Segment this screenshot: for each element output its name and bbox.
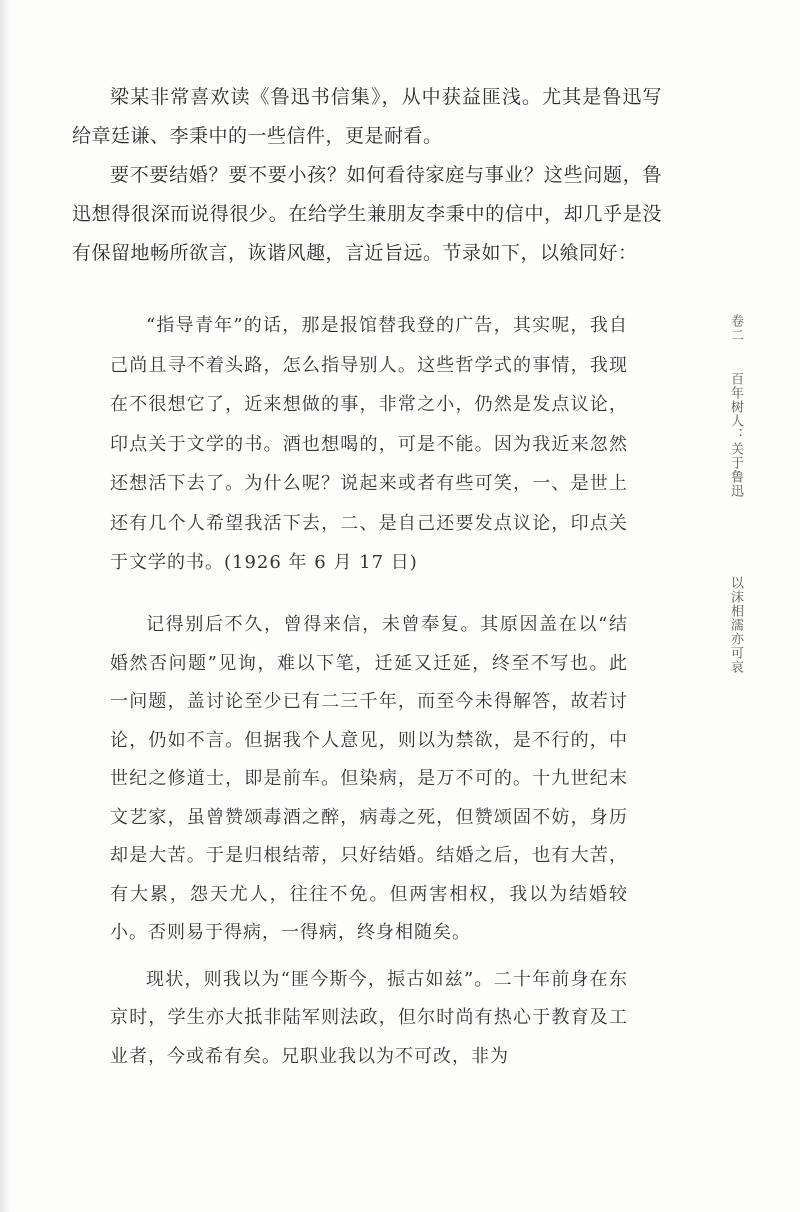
page-edge-shadow <box>0 0 10 1212</box>
quoted-letter-marriage <box>110 606 628 1076</box>
intro-paragraph-2: 要不要结婚？要不要小孩？如何看待家庭与事业？这些问题，鲁迅想得很深而说得很少。在给学生兼朋友李秉中的信中，却几乎是没有保留地畅所欲言，诙谐风趣，言近旨远。节录如下，以飨同好： <box>72 164 662 264</box>
quoted-letter-1926 <box>110 306 628 583</box>
quote-paragraph: “指导青年”的话，那是报馆替我登的广告，其实呢，我自己尚且寻不着头路，怎么指导别人。这些哲学式的事情，我现在不很想它了，近来想做的事，非常之小，仍然是发点议论，印点关于文学的书。酒也想喝的，可是不能。因为我近来忽然还想活下去了。为什么呢？说起来或者有些可笑，一、是世上还有几个人希望我活下去，二、是自己还要发点议论，印点关于文学的书。(1926 年 6 月 17 日) <box>110 315 628 573</box>
running-head-title: 以沫相濡亦可哀 <box>728 576 743 674</box>
intro-paragraph-1: 梁某非常喜欢读《鲁迅书信集》，从中获益匪浅。尤其是鲁迅写给章廷谦、李秉中的一些信件，更是耐看。 <box>72 86 662 147</box>
intro-text <box>72 78 662 273</box>
running-head-section: 百年树人：关于鲁迅 <box>728 372 743 498</box>
running-head-chapter: 卷二 <box>728 314 743 342</box>
letter-paragraph-2: 现状，则我以为“匪今斯今，振古如兹”。二十年前身在东京时，学生亦大抵非陆军则法政，但尔时尚有热心于教育及工业者，今或希有矣。兄职业我以为不可改，非为 <box>110 968 628 1067</box>
letter-paragraph-1: 记得别后不久，曾得来信，未曾奉复。其原因盖在以“结婚然否问题”见询，难以下笔，迁延又迁延，终至不写也。此一问题，盖讨论至少已有二三千年，而至今未得解答，故若讨论，仍如不言。但据我个人意见，则以为禁欲，是不行的，中世纪之修道士，即是前车。但染病，是万不可的。十九世纪末文艺家，虽曾赞颂毒酒之醉，病毒之死，但赞颂固不妨，身历却是大苦。于是归根结蒂，只好结婚。结婚之后，也有大苦，有大累，怨天尤人，往往不免。但两害相权，我以为结婚较小。否则易于得病，一得病，终身相随矣。 <box>110 614 628 943</box>
